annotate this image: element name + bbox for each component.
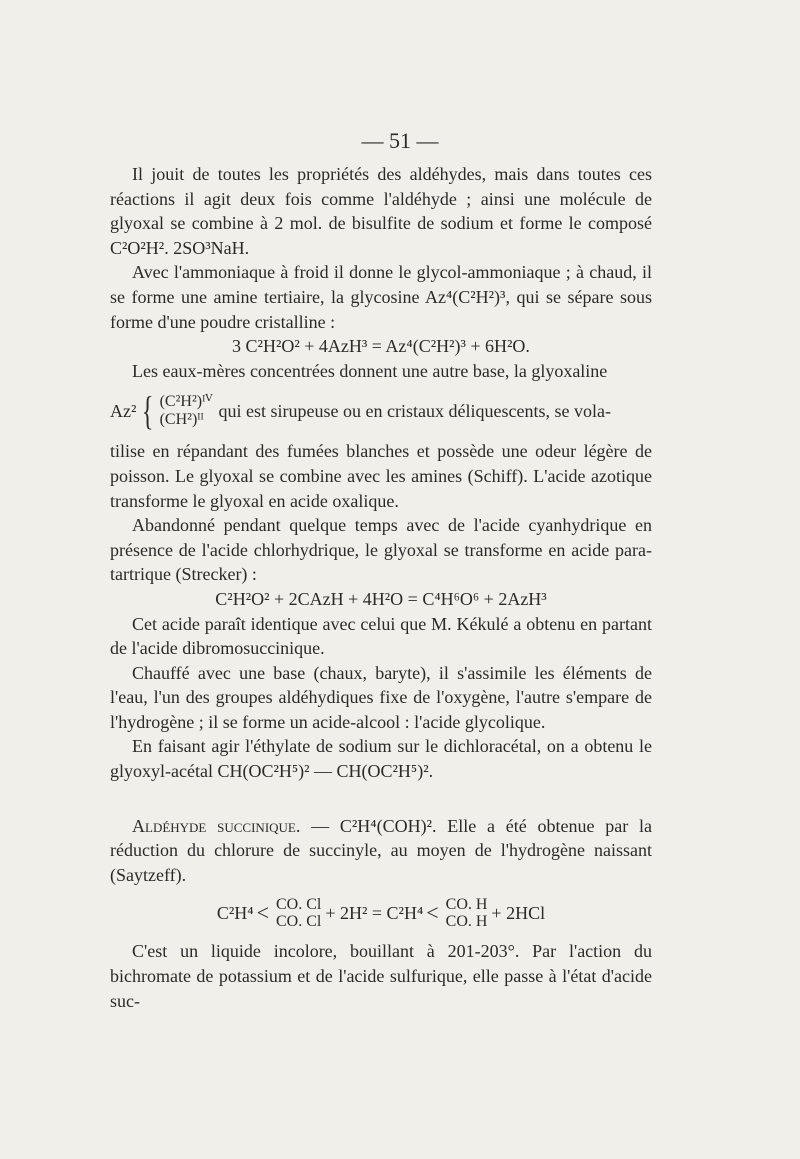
less-than-sign: <	[426, 900, 439, 926]
eq3-stack-2	[446, 896, 488, 930]
brace-icon: {	[142, 388, 154, 434]
page-body	[110, 162, 652, 1013]
eq3-s2-bot: CO. H	[445, 913, 488, 931]
paragraph: Avec l'ammoniaque à froid il donne le glycol-ammoniaque ; à chaud, il se forme une amine tertiaire, la glycosine Az⁴(C²H²)³, qui se sépare sous forme d'une poudre cristalline :	[110, 262, 652, 332]
formula-bottom: (CH²)ᴵᴵ	[159, 411, 204, 429]
formula-top: (C²H²)ᴵⱽ	[159, 393, 213, 411]
eq3-stack-1	[276, 896, 321, 930]
eq3-end: + 2HCl	[491, 903, 546, 924]
eq3-s1-top: CO. Cl	[276, 896, 322, 914]
eq3-mid: + 2H² = C²H⁴	[325, 903, 424, 924]
equation-succinic	[110, 887, 652, 939]
spacer	[110, 784, 652, 814]
paragraph: Il jouit de toutes les propriétés des aldéhydes, mais dans toutes ces réactions il agit deux fois comme l'aldéhyde ; ainsi une molécule de glyoxal se combine à 2 mol. de bisulfite de sodium et forme le composé C²O²H². 2SO³NaH.	[110, 164, 652, 258]
eq3-left: C²H⁴	[216, 903, 254, 924]
paragraph: Chauffé avec une base (chaux, baryte), il s'assimile les éléments de l'eau, l'un des groupes aldéhydiques fixe de l'oxygène, l'autre s'empare de l'hydrogène ; il se forme un acide-alcool : l'acide glycolique.	[110, 662, 652, 732]
equation: C²H²O² + 2CAzH + 4H²O = C⁴H⁶O⁶ + 2AzH³	[215, 588, 547, 609]
section-title: Aldéhyde succinique.	[132, 815, 301, 836]
paragraph: tilise en répandant des fumées blanches et possède une odeur légère de poisson. Le glyoxal se combine avec les amines (Schiff). L'acide azotique transforme le glyoxal en acide oxalique.	[110, 441, 652, 511]
paragraph: Les eaux-mères concentrées donnent une autre base, la glyoxaline	[132, 360, 608, 381]
paragraph: En faisant agir l'éthylate de sodium sur le dichloracétal, on a obtenu le glyoxyl-acétal CH(OC²H⁵)² — CH(OC²H⁵)².	[110, 736, 652, 782]
section-text: — C²H⁴(COH)². Elle a été obtenue par la réduction du chlorure de succinyle, au moyen de l'hydrogène naissant (Saytzeff).	[110, 815, 652, 885]
paragraph: Cet acide paraît identique avec celui que M. Kékulé a obtenu en partant de l'acide dibromosuccinique.	[110, 613, 652, 659]
eq3-s2-top: CO. H	[445, 896, 488, 914]
formula-stack	[160, 393, 213, 429]
paragraph: Abandonné pendant quelque temps avec de l'acide cyanhydrique en présence de l'acide chlorhydrique, le glyoxal se transforme en acide para-tartrique (Strecker) :	[110, 515, 652, 585]
formula-text: qui est sirupeuse ou en cristaux déliquescents, se vola-	[218, 401, 611, 422]
glyoxaline-formula	[110, 383, 652, 439]
page-number: — 51 —	[361, 128, 439, 153]
eq3-s1-bot: CO. Cl	[276, 913, 322, 931]
formula-az: Az²	[110, 401, 137, 422]
equation: 3 C²H²O² + 4AzH³ = Az⁴(C²H²)³ + 6H²O.	[232, 336, 530, 357]
section-paragraph	[110, 814, 652, 888]
paragraph: C'est un liquide incolore, bouillant à 201-203°. Par l'action du bichromate de potassium et de l'acide sulfurique, elle passe à l'état d'acide suc-	[110, 941, 652, 1011]
less-than-sign: <	[256, 900, 269, 926]
